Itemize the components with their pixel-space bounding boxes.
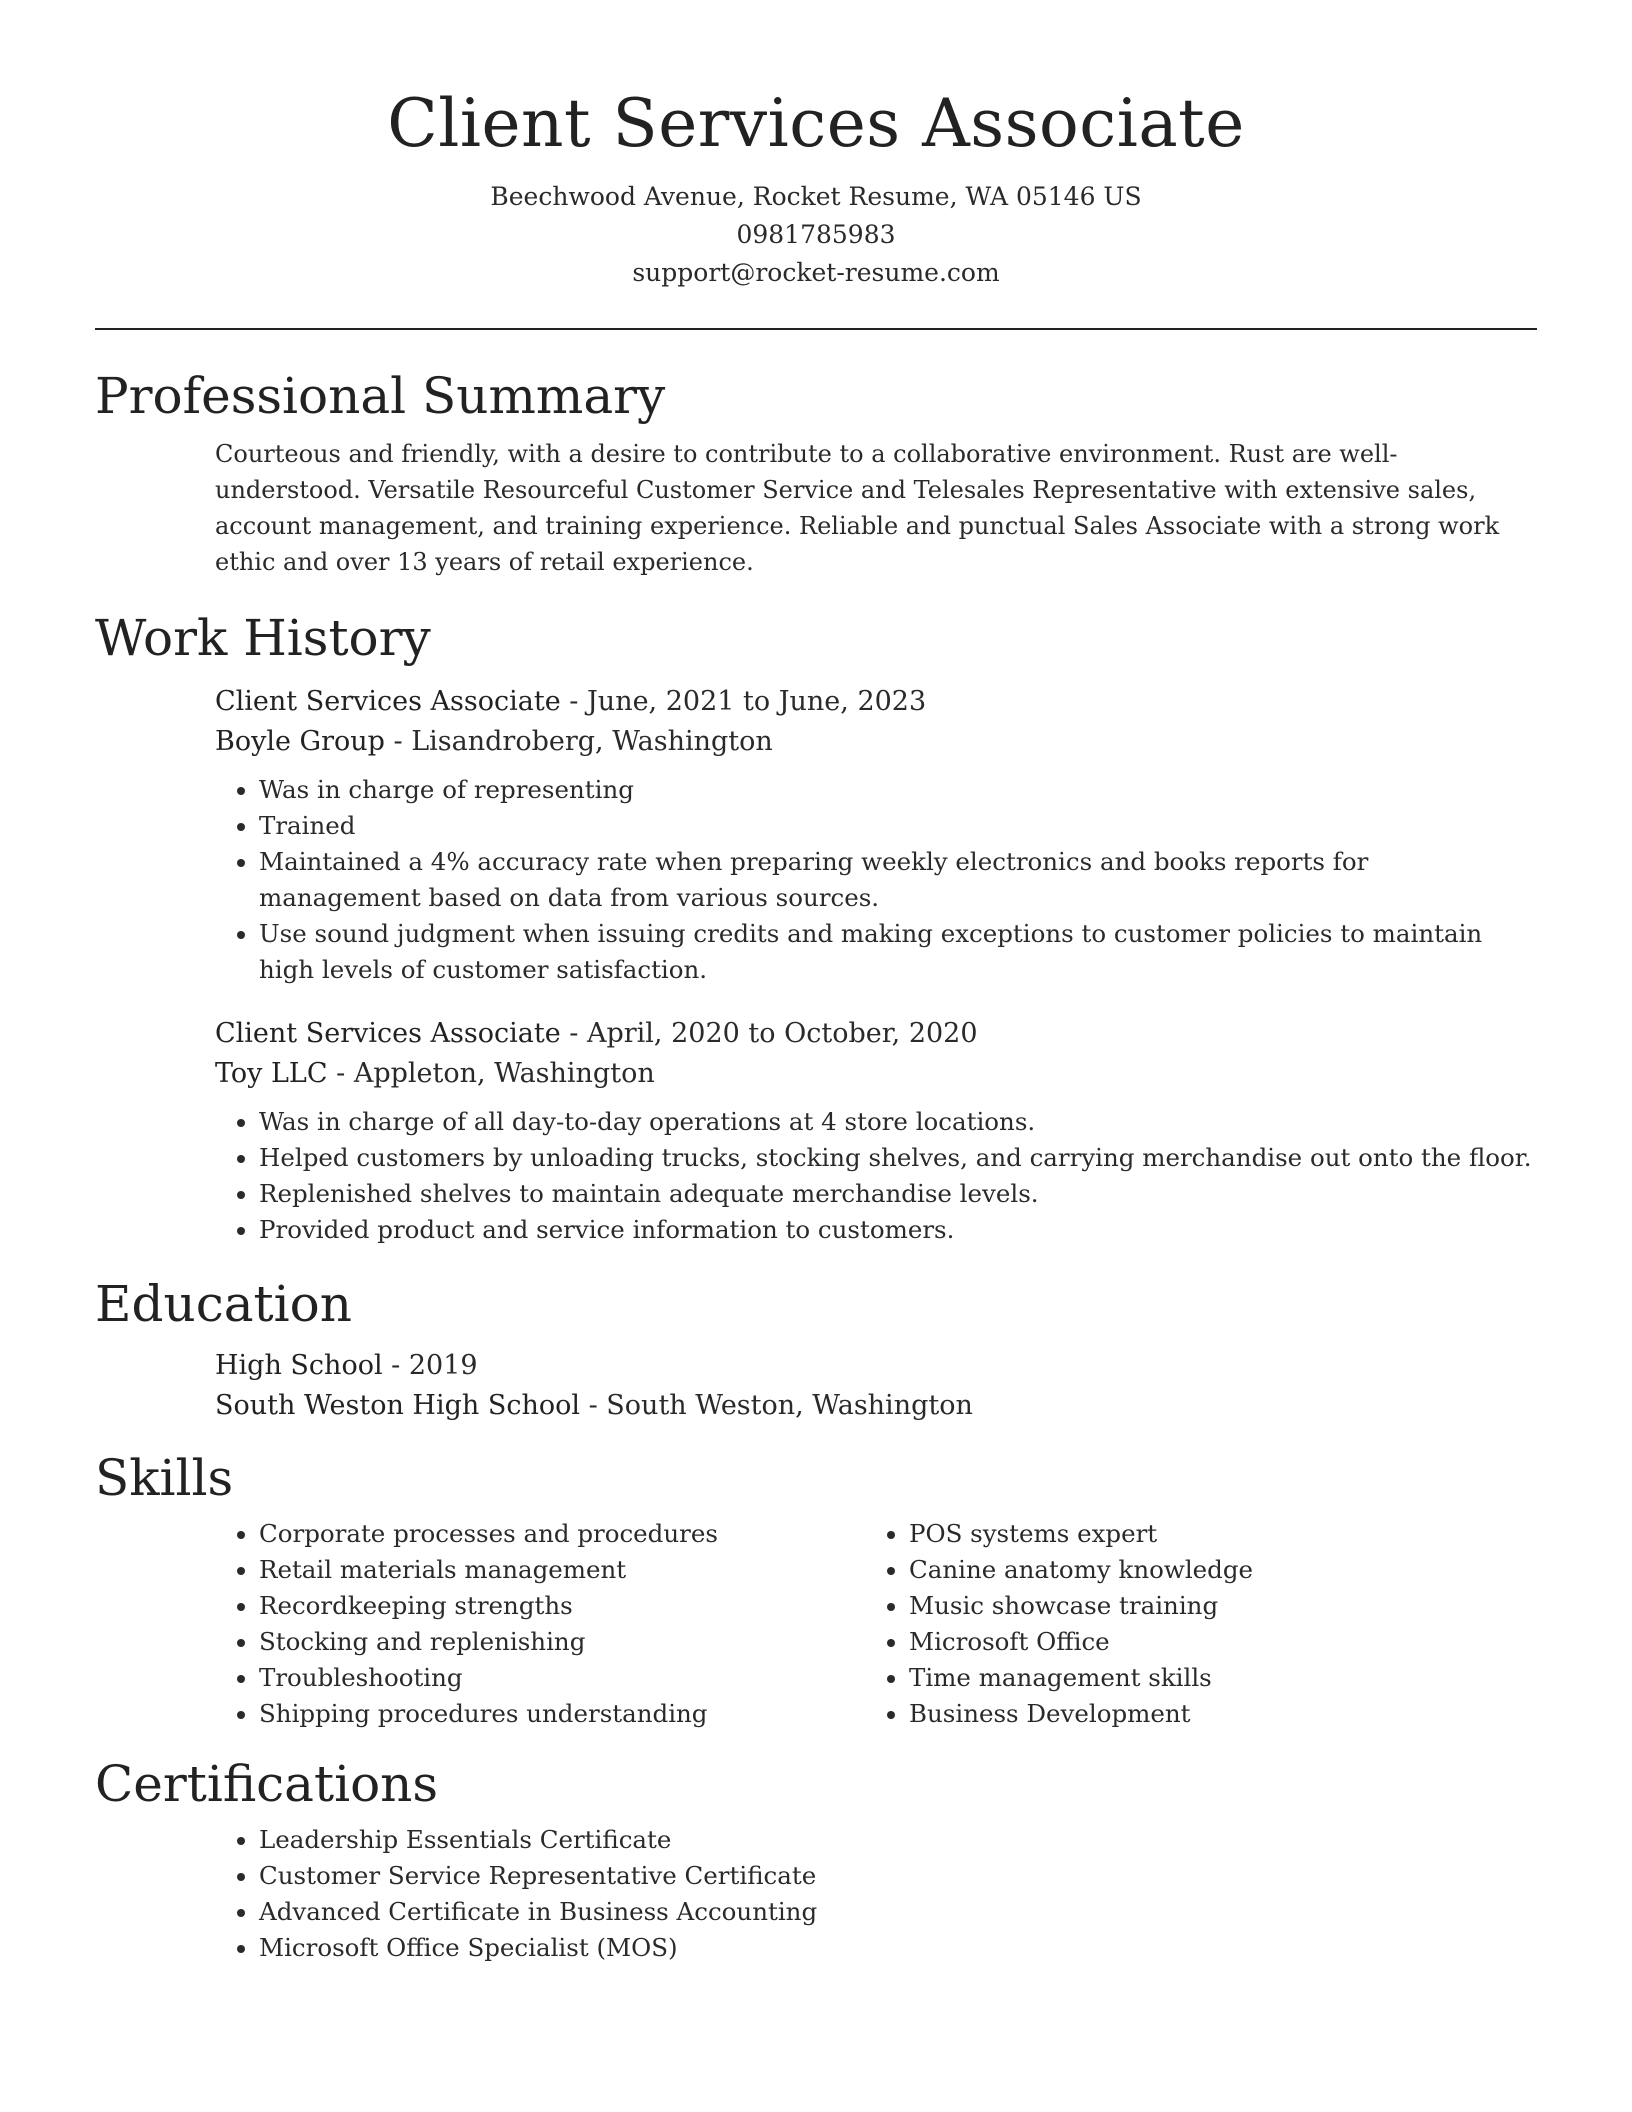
job-bullet: • Helped customers by unloading trucks, stocking shelves, and carrying merchandise out onto the floor. — [259, 1140, 1537, 1176]
certification-item: • Microsoft Office Specialist (MOS) — [259, 1930, 1537, 1966]
job-bullet: • Provided product and service information to customers. — [259, 1212, 1537, 1248]
job-company: Boyle Group — [215, 725, 385, 757]
job-dates: - June, 2021 to June, 2023 — [560, 685, 927, 717]
certifications-heading: Certifications — [95, 1754, 439, 1813]
education-section — [95, 1274, 1537, 1426]
education-school: South Weston High School — [215, 1389, 581, 1421]
certification-item: • Leadership Essentials Certificate — [259, 1822, 1537, 1858]
skills-column-right — [865, 1516, 1253, 1732]
job-bullets — [215, 1104, 1537, 1248]
skills-columns — [215, 1516, 1537, 1732]
summary-body — [215, 436, 1537, 580]
job-location: - Appleton, Washington — [327, 1057, 655, 1089]
job-title-line — [215, 682, 1537, 722]
education-degree-line — [215, 1346, 1537, 1386]
skill-item: • Time management skills — [909, 1660, 1253, 1696]
job-bullet: • Replenished shelves to maintain adequate merchandise levels. — [259, 1176, 1537, 1212]
skill-item: • Shipping procedures understanding — [259, 1696, 865, 1732]
skills-list-right — [865, 1516, 1253, 1732]
skills-section — [95, 1448, 1537, 1732]
work-history-body — [215, 682, 1537, 1248]
header-divider — [95, 328, 1537, 330]
skill-item: • Microsoft Office — [909, 1624, 1253, 1660]
summary-text: Courteous and friendly, with a desire to contribute to a collaborative environment. Rust are well-understood. Versatile Resourceful Customer Service and Telesales Representative with extensive sales, account management, and training experience. Reliable and punctual Sales Associate with a strong work ethic and over 13 years of retail experience. — [215, 439, 1500, 576]
job-bullet: • Was in charge of all day-to-day operations at 4 store locations. — [259, 1104, 1537, 1140]
job-bullet: • Trained — [259, 808, 1537, 844]
skill-item: • Business Development — [909, 1696, 1253, 1732]
skill-item: • POS systems expert — [909, 1516, 1253, 1552]
education-location: - South Weston, Washington — [580, 1389, 973, 1421]
certification-item: • Customer Service Representative Certificate — [259, 1858, 1537, 1894]
contact-phone: 0981785983 — [736, 219, 896, 249]
job-dates: - April, 2020 to October, 2020 — [560, 1017, 978, 1049]
skills-heading: Skills — [95, 1448, 234, 1507]
skill-item: • Music showcase training — [909, 1588, 1253, 1624]
skill-item: • Stocking and replenishing — [259, 1624, 865, 1660]
certifications-list — [215, 1822, 1537, 1966]
skill-item: • Canine anatomy knowledge — [909, 1552, 1253, 1588]
contact-block — [95, 178, 1537, 292]
summary-section — [95, 366, 1537, 580]
skill-item: • Corporate processes and procedures — [259, 1516, 865, 1552]
skills-column-left — [215, 1516, 865, 1732]
work-history-heading: Work History — [95, 608, 431, 667]
education-body — [215, 1346, 1537, 1426]
job-company-line — [215, 1054, 1537, 1094]
skill-item: • Troubleshooting — [259, 1660, 865, 1696]
job-company: Toy LLC — [215, 1057, 328, 1089]
certification-item: • Advanced Certificate in Business Accounting — [259, 1894, 1537, 1930]
job-entry — [215, 1014, 1537, 1248]
job-bullet: • Use sound judgment when issuing credits and making exceptions to customer policies to maintain high levels of customer satisfaction. — [259, 916, 1537, 988]
job-position: Client Services Associate — [215, 685, 561, 717]
skill-item: • Recordkeeping strengths — [259, 1588, 865, 1624]
job-company-line — [215, 722, 1537, 762]
job-bullet: • Maintained a 4% accuracy rate when preparing weekly electronics and books reports for management based on data from various sources. — [259, 844, 1537, 916]
skills-list-left — [215, 1516, 865, 1732]
certifications-body — [215, 1822, 1537, 1966]
summary-heading: Professional Summary — [95, 366, 666, 425]
skill-item: • Retail materials management — [259, 1552, 865, 1588]
education-year: - 2019 — [382, 1349, 478, 1381]
education-degree: High School — [215, 1349, 383, 1381]
job-bullet: • Was in charge of representing — [259, 772, 1537, 808]
job-title-line — [215, 1014, 1537, 1054]
resume-header — [95, 0, 1537, 292]
education-school-line — [215, 1386, 1537, 1426]
resume-name: Client Services Associate — [387, 85, 1245, 162]
education-heading: Education — [95, 1274, 352, 1333]
job-position: Client Services Associate — [215, 1017, 561, 1049]
job-bullets — [215, 772, 1537, 988]
certifications-section — [95, 1754, 1537, 1966]
job-entry — [215, 682, 1537, 988]
contact-email: support@rocket-resume.com — [632, 257, 1000, 287]
work-history-section — [95, 608, 1537, 1248]
job-location: - Lisandroberg, Washington — [384, 725, 773, 757]
contact-address: Beechwood Avenue, Rocket Resume, WA 05146 US — [490, 181, 1142, 211]
